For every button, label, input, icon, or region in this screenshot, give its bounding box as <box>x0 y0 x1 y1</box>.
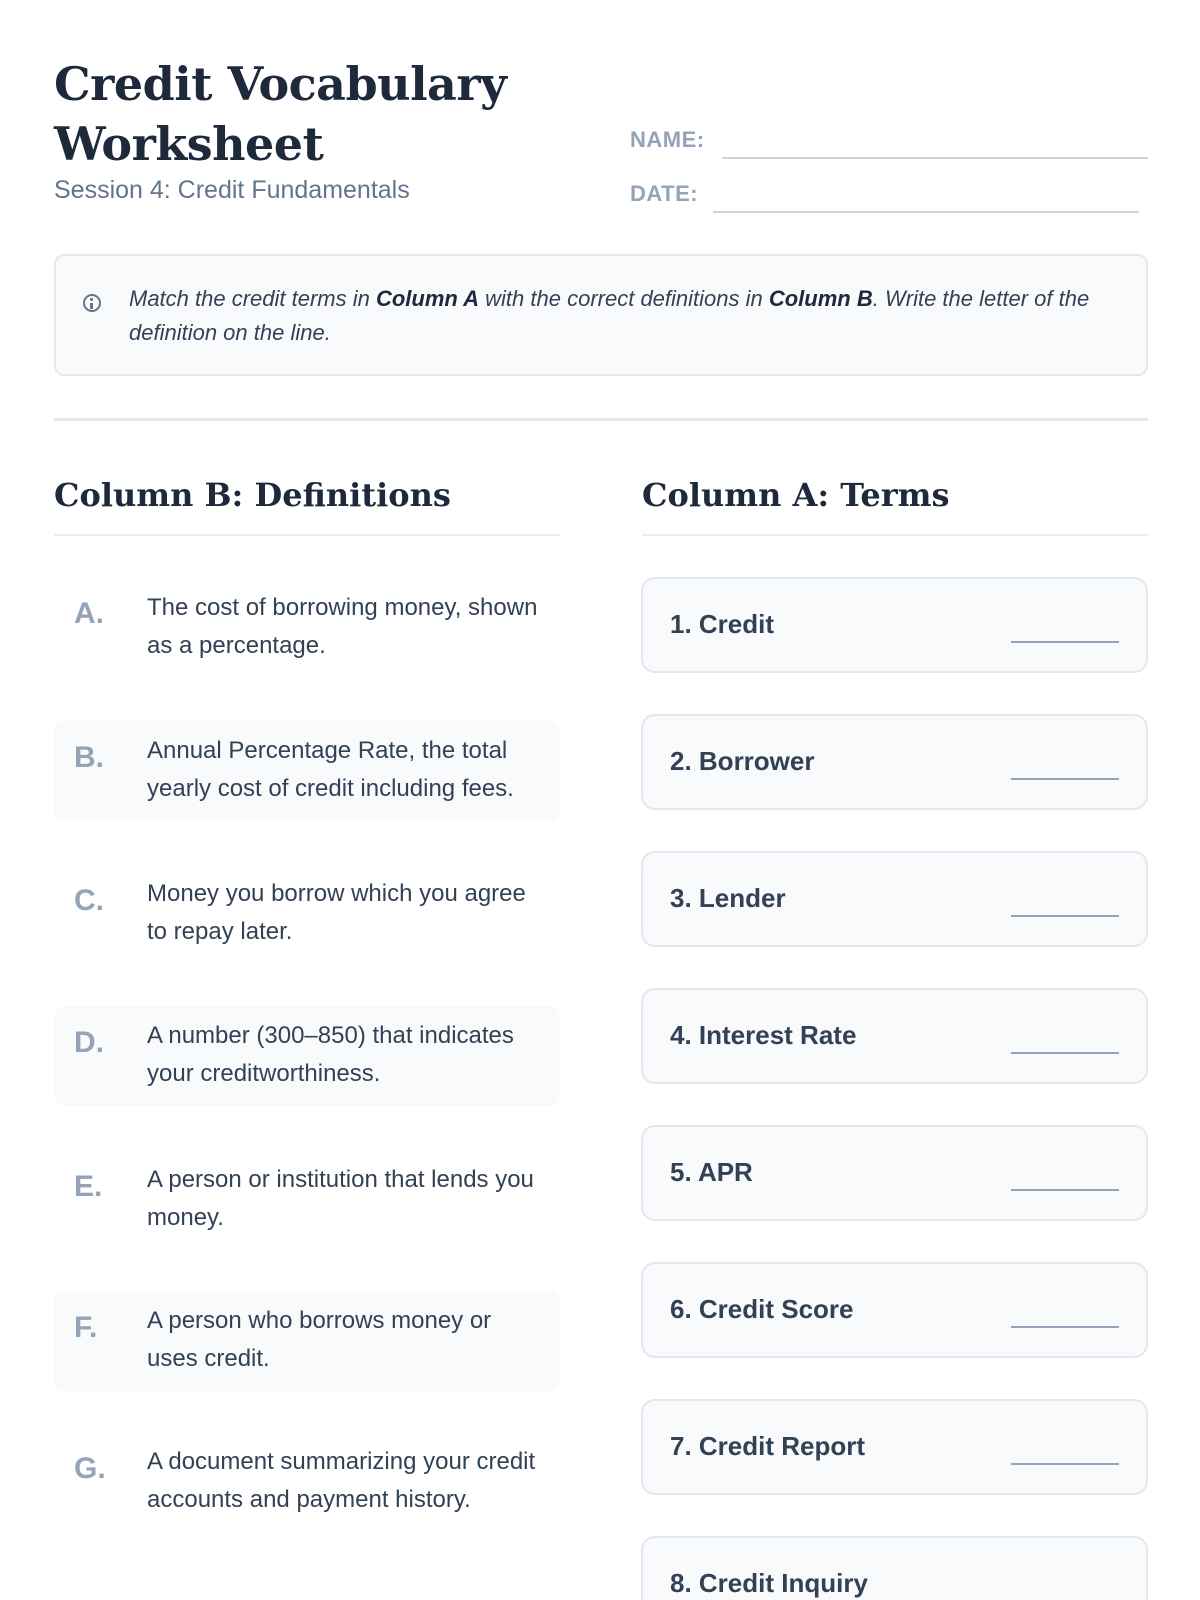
instructions-text: Match the credit terms in Column A with the correct definitions in Column B. Write the letter of the definition on the line. <box>129 286 1090 345</box>
answer-blank[interactable] <box>1011 1326 1119 1328</box>
definition-letter: B. <box>74 741 104 774</box>
definition-text: The cost of borrowing money, shown as a percentage. <box>147 594 538 659</box>
definition-text: A number (300–850) that indicates your creditworthiness. <box>147 1022 514 1087</box>
definition-text: A document summarizing your credit accounts and payment history. <box>147 1448 536 1513</box>
definition-item <box>54 1430 560 1570</box>
page-title: Credit Vocabulary Worksheet <box>54 57 507 171</box>
section-divider <box>54 418 1148 421</box>
column-a-heading: Column A: Terms <box>642 476 950 514</box>
instructions-box <box>54 254 1148 376</box>
term-label: 4. Interest Rate <box>670 1020 857 1050</box>
answer-blank[interactable] <box>1011 1052 1119 1054</box>
term-label: 8. Credit Inquiry <box>670 1568 868 1598</box>
definition-text: Money you borrow which you agree to repay later. <box>147 880 526 945</box>
definition-item <box>54 577 560 677</box>
answer-blank[interactable] <box>1011 778 1119 780</box>
definition-item <box>54 1291 560 1391</box>
definition-item <box>54 862 560 962</box>
term-card <box>641 714 1148 810</box>
answer-blank[interactable] <box>1011 641 1119 643</box>
column-a-ref: Column A <box>375 286 480 311</box>
name-label: NAME: <box>630 127 705 152</box>
term-label: 2. Borrower <box>670 746 815 776</box>
term-card <box>641 1399 1148 1495</box>
term-card <box>641 577 1148 673</box>
answer-blank[interactable] <box>1011 1189 1119 1191</box>
page-subtitle: Session 4: Credit Fundamentals <box>54 176 410 204</box>
term-label: 1. Credit <box>670 609 775 639</box>
definition-item <box>54 1006 560 1106</box>
definition-letter: A. <box>74 597 104 630</box>
definition-text: A person who borrows money or uses credit. <box>147 1307 492 1372</box>
name-field[interactable] <box>722 157 1148 159</box>
term-card <box>641 1125 1148 1221</box>
definition-letter: E. <box>74 1170 103 1203</box>
term-label: 7. Credit Report <box>670 1431 866 1461</box>
column-b-ref: Column B <box>768 286 873 311</box>
date-label: DATE: <box>630 181 699 206</box>
term-card <box>641 1536 1148 1600</box>
column-a-rule <box>642 534 1148 536</box>
term-card <box>641 1262 1148 1358</box>
definition-letter: G. <box>74 1452 106 1485</box>
definition-letter: F. <box>74 1311 98 1344</box>
date-field[interactable] <box>713 211 1139 213</box>
answer-blank[interactable] <box>1011 1463 1119 1465</box>
definition-item <box>54 1148 560 1248</box>
term-label: 5. APR <box>670 1157 753 1187</box>
column-b-rule <box>54 534 560 536</box>
term-card <box>641 988 1148 1084</box>
definition-text: Annual Percentage Rate, the total yearly cost of credit including fees. <box>147 737 514 802</box>
term-card <box>641 851 1148 947</box>
definition-letter: C. <box>74 884 104 917</box>
info-icon <box>83 294 101 312</box>
definition-letter: D. <box>74 1026 104 1059</box>
definition-text: A person or institution that lends you money. <box>147 1166 534 1231</box>
answer-blank[interactable] <box>1011 915 1119 917</box>
term-label: 6. Credit Score <box>670 1294 854 1324</box>
definition-item <box>54 721 560 821</box>
term-label: 3. Lender <box>670 883 786 913</box>
column-b-heading: Column B: Definitions <box>54 476 451 514</box>
